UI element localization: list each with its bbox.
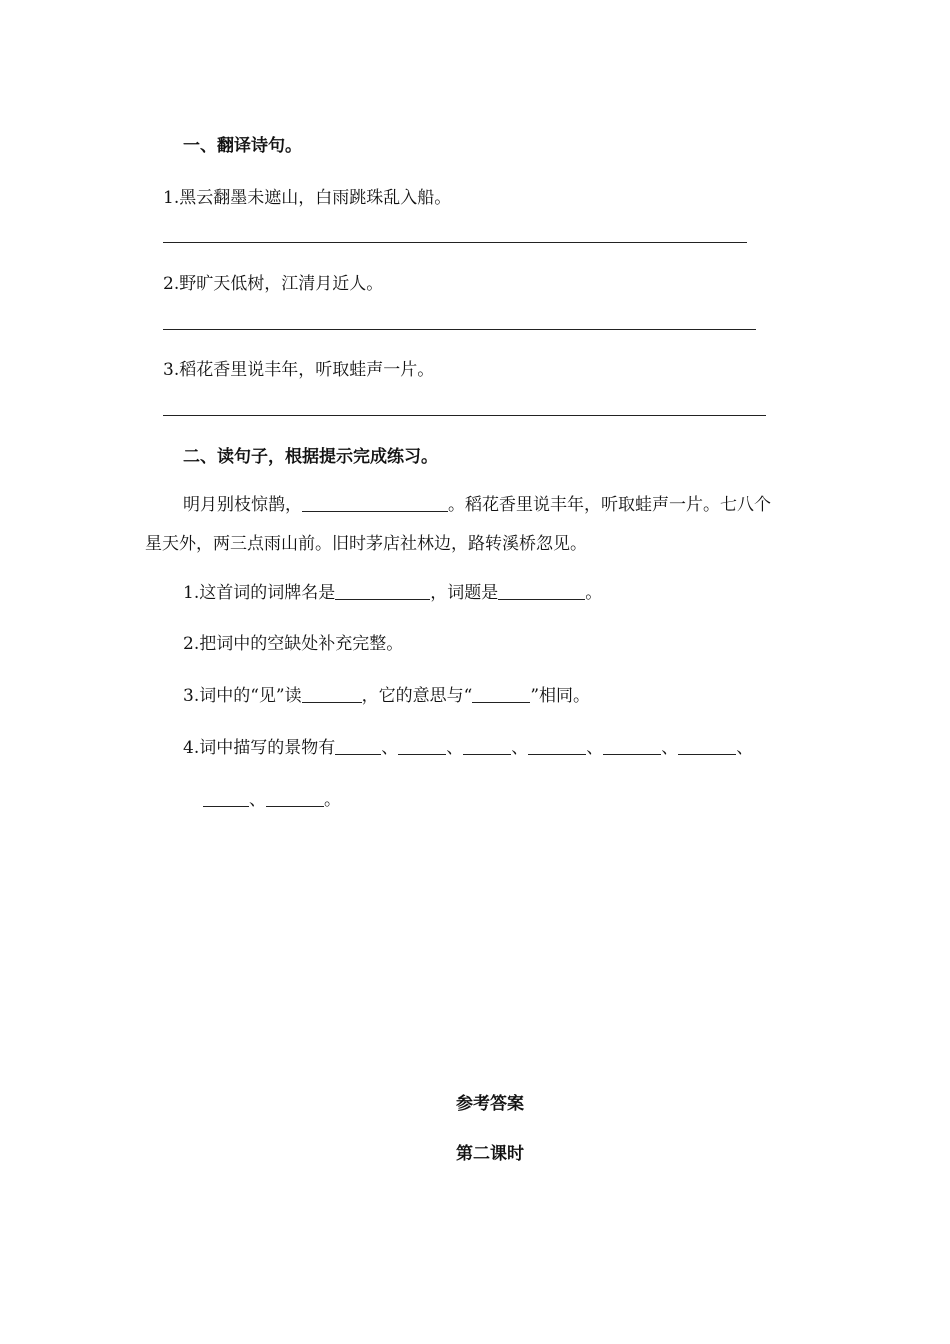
blank-scene-3 — [463, 738, 511, 755]
separator: 、 — [381, 738, 399, 758]
question-2-4 — [183, 737, 753, 759]
answers-subtitle: 第二课时 — [456, 1144, 524, 1164]
question-2-3 — [183, 685, 590, 707]
blank-scene-6 — [678, 738, 736, 755]
blank-scene-1 — [335, 738, 381, 755]
answer-line-1 — [163, 242, 747, 243]
question-2-4-cont — [203, 789, 341, 811]
blank-cipai — [335, 583, 430, 600]
q2-3-text-a: 3.词中的“见”读 — [183, 686, 302, 706]
poem-line-1 — [183, 494, 771, 516]
q2-1-text-b: ，词题是 — [430, 583, 499, 603]
separator: 、 — [249, 790, 266, 810]
blank-citi — [498, 583, 585, 600]
blank-scene-8 — [266, 790, 324, 807]
separator: 、 — [736, 738, 754, 758]
question-2-2: 2.把词中的空缺处补充完整。 — [183, 634, 404, 654]
blank-meaning — [472, 686, 530, 703]
answers-title: 参考答案 — [456, 1094, 524, 1114]
section-1-heading: 一、翻译诗句。 — [183, 136, 302, 156]
separator: 、 — [446, 738, 464, 758]
question-1-3: 3.稻花香里说丰年，听取蛙声一片。 — [163, 360, 435, 380]
period: 。 — [324, 790, 341, 810]
blank-scene-2 — [398, 738, 446, 755]
separator: 、 — [511, 738, 529, 758]
q2-3-text-c: ”相同。 — [530, 686, 591, 706]
poem-blank — [302, 495, 448, 512]
question-1-1: 1.黑云翻墨未遮山，白雨跳珠乱入船。 — [163, 188, 452, 208]
q2-1-text-a: 1.这首词的词牌名是 — [183, 583, 336, 603]
blank-scene-5 — [603, 738, 661, 755]
question-2-1 — [183, 582, 602, 604]
separator: 、 — [661, 738, 679, 758]
q2-4-text: 4.词中描写的景物有 — [183, 738, 336, 758]
q2-3-text-b: ，它的意思与“ — [361, 686, 473, 706]
question-1-2: 2.野旷天低树，江清月近人。 — [163, 274, 384, 294]
separator: 、 — [586, 738, 604, 758]
poem-mid: 。稻花香里说丰年，听取蛙声一片。七八个 — [448, 495, 771, 515]
poem-start: 明月别枝惊鹊， — [183, 495, 302, 515]
section-2-heading: 二、读句子，根据提示完成练习。 — [183, 447, 438, 467]
blank-scene-4 — [528, 738, 586, 755]
poem-line-2: 星天外，两三点雨山前。旧时茅店社林边，路转溪桥忽见。 — [145, 534, 587, 554]
answer-line-3 — [163, 415, 766, 416]
q2-1-text-c: 。 — [585, 583, 603, 603]
answer-line-2 — [163, 329, 756, 330]
blank-scene-7 — [203, 790, 249, 807]
blank-pronunciation — [302, 686, 362, 703]
